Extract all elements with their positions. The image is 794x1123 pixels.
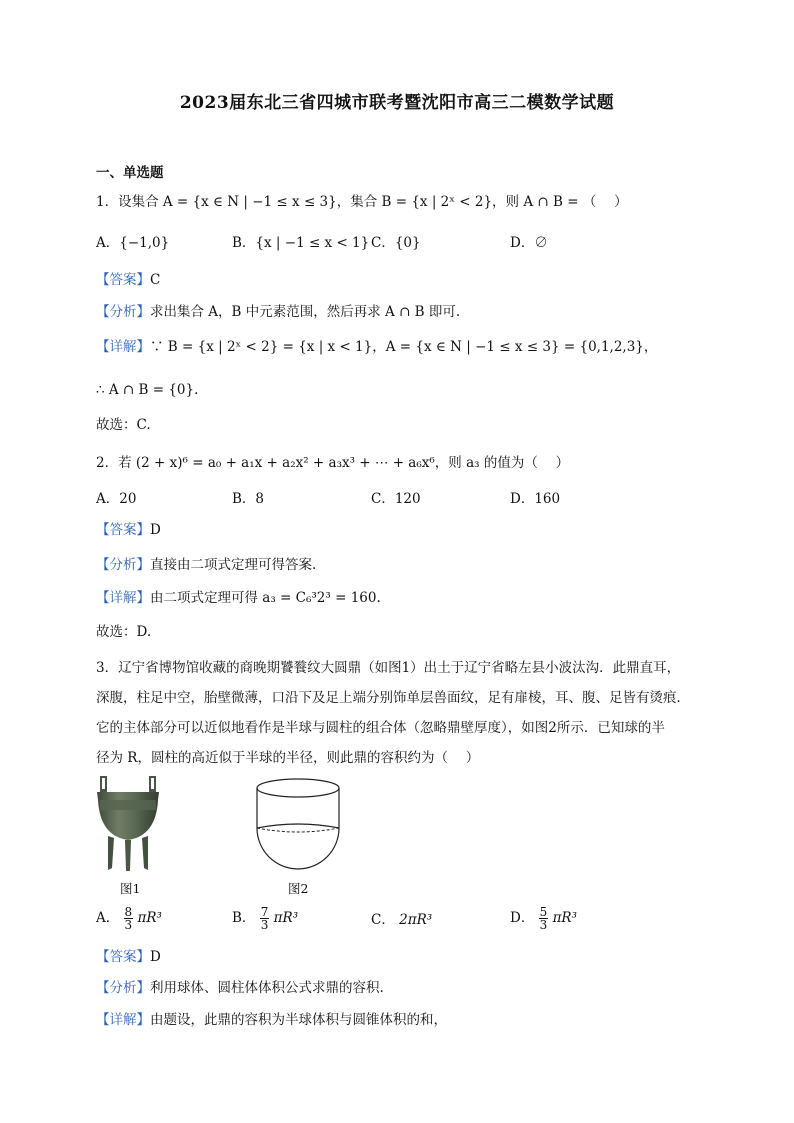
- q3-option-d: [510, 906, 577, 931]
- q2-stem: 2．若 (2 + x)⁶ = a₀ + a₁x + a₂x² + a₃x³ + ⋯ + a₆x⁶，则 a₃ 的值为（ ）: [96, 455, 570, 471]
- option-letter: A．: [96, 910, 120, 926]
- q2-option-b: B．8: [232, 491, 265, 507]
- figure-1-caption: 图1: [120, 881, 141, 896]
- q3-stem-line-2: 深腹，柱足中空，胎壁微薄，口沿下及足上端分别饰单层兽面纹，足有扉棱，耳、腹、足皆有烫痕．: [96, 690, 690, 706]
- answer-value: D: [150, 522, 161, 538]
- q2-analysis: [96, 555, 316, 575]
- analysis-tag: 【分析】: [96, 304, 150, 320]
- q1-option-d: D．∅: [510, 235, 548, 251]
- q3-option-b: [232, 906, 298, 931]
- option-tail: πR³: [552, 910, 578, 926]
- q1-answer: [96, 270, 160, 290]
- detail-tag: 【详解】: [96, 590, 150, 606]
- bronze-ding-photo: [94, 774, 162, 874]
- q2-option-c: C．120: [371, 491, 421, 507]
- numerator: 8: [124, 905, 133, 919]
- analysis-text: 利用球体、圆柱体体积公式求鼎的容积.: [150, 980, 384, 996]
- q1-conclusion: 故选：C.: [96, 417, 151, 433]
- answer-tag: 【答案】: [96, 949, 150, 965]
- answer-tag: 【答案】: [96, 272, 150, 288]
- option-tail: πR³: [273, 910, 299, 926]
- q1-detail-2: ∴ A ∩ B = {0}.: [96, 382, 199, 398]
- q2-answer: [96, 520, 161, 540]
- section-heading: 一、单选题: [96, 165, 164, 181]
- analysis-text: 直接由二项式定理可得答案.: [150, 557, 317, 573]
- q3-stem-line-4: 径为 R，圆柱的高近似于半球的半径，则此鼎的容积约为（ ）: [96, 750, 480, 766]
- analysis-text: 求出集合 A，B 中元素范围，然后再求 A ∩ B 即可.: [150, 304, 461, 320]
- q1-detail: [96, 337, 657, 357]
- numerator: 5: [539, 905, 548, 919]
- q1-option-c: C．{0}: [371, 235, 421, 251]
- document-title: 2023届东北三省四城市联考暨沈阳市高三二模数学试题: [179, 93, 615, 113]
- option-tail: πR³: [137, 910, 162, 926]
- fraction: [260, 906, 270, 931]
- option-letter: D．: [510, 910, 535, 926]
- detail-text: ∵ B = {x | 2ˣ < 2} = {x | x < 1}，A = {x ∈ N | −1 ≤ x ≤ 3} = {0,1,2,3}，: [150, 339, 658, 355]
- detail-text: 由题设，此鼎的容积为半球体积与圆锥体积的和，: [150, 1012, 447, 1028]
- detail-text: 由二项式定理可得 a₃ = C₆³2³ = 160.: [150, 590, 381, 606]
- answer-tag: 【答案】: [96, 522, 150, 538]
- q2-detail: [96, 588, 381, 608]
- answer-value: D: [150, 949, 161, 965]
- analysis-tag: 【分析】: [96, 557, 150, 573]
- q3-option-a: [96, 906, 162, 931]
- option-letter: B．: [232, 910, 256, 926]
- detail-tag: 【详解】: [96, 1012, 150, 1028]
- q2-option-a: A．20: [96, 491, 137, 507]
- option-tail: 2πR³: [399, 912, 433, 928]
- q2-option-d: D．160: [510, 491, 561, 507]
- fraction: [124, 906, 134, 931]
- q3-detail: [96, 1010, 447, 1030]
- analysis-tag: 【分析】: [96, 980, 150, 996]
- q1-stem: 1．设集合 A = {x ∈ N | −1 ≤ x ≤ 3}，集合 B = {x | 2ˣ < 2}，则 A ∩ B = （ ）: [96, 194, 628, 210]
- q1-option-b: B．{x | −1 ≤ x < 1}: [232, 235, 370, 251]
- q1-analysis: [96, 302, 460, 322]
- detail-tag: 【详解】: [96, 339, 150, 355]
- hemisphere-cylinder-diagram: [250, 776, 346, 876]
- denominator: 3: [539, 918, 548, 932]
- q3-stem-line-1: 3．辽宁省博物馆收藏的商晚期饕餮纹大圆鼎（如图1）出土于辽宁省略左县小波汰沟．此鼎直耳，: [96, 660, 681, 676]
- fraction: [539, 906, 549, 931]
- figure-2-caption: 图2: [288, 881, 309, 896]
- option-letter: C．: [371, 912, 395, 928]
- q2-conclusion: 故选：D.: [96, 624, 152, 640]
- answer-value: C: [150, 272, 161, 288]
- q3-option-c: [371, 910, 432, 930]
- numerator: 7: [260, 905, 269, 919]
- q3-answer: [96, 947, 161, 967]
- denominator: 3: [260, 918, 269, 932]
- q1-option-a: A．{−1,0}: [96, 235, 170, 251]
- denominator: 3: [124, 918, 133, 932]
- q3-stem-line-3: 它的主体部分可以近似地看作是半球与圆柱的组合体（忽略鼎壁厚度），如图2所示．已知球的半: [96, 720, 665, 736]
- q3-analysis: [96, 978, 384, 998]
